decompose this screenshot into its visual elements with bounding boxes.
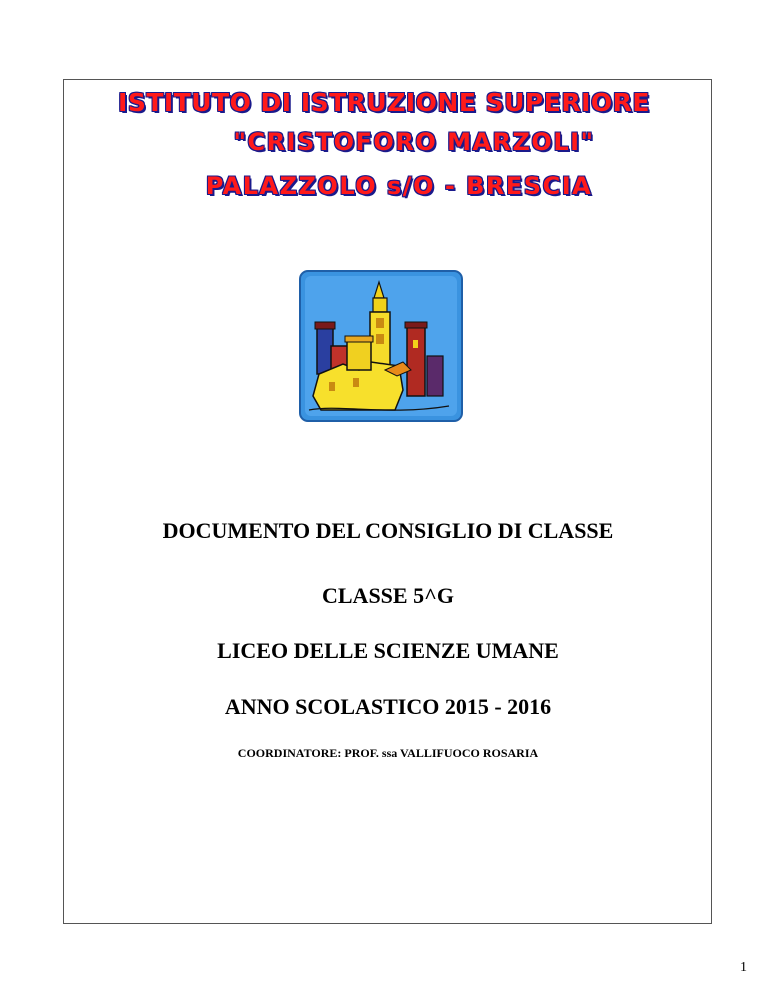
town-towers-logo-icon xyxy=(299,270,463,422)
coordinator-label: COORDINATORE: PROF. ssa VALLIFUOCO ROSARIA xyxy=(237,746,539,760)
course-label: LICEO DELLE SCIENZE UMANE xyxy=(217,638,559,663)
school-location-heading: PALAZZOLO s/O - BRESCIA xyxy=(205,172,593,200)
page-border xyxy=(63,79,712,924)
school-type-heading: ISTITUTO DI ISTRUZIONE SUPERIORE xyxy=(118,88,650,117)
school-year-label: ANNO SCOLASTICO 2015 - 2016 xyxy=(224,694,552,719)
document-title: DOCUMENTO DEL CONSIGLIO DI CLASSE xyxy=(162,518,614,543)
school-logo xyxy=(299,270,463,422)
school-name-heading: "CRISTOFORO MARZOLI" xyxy=(233,128,595,156)
page-number: 1 xyxy=(740,960,747,975)
class-label: CLASSE 5^G xyxy=(322,583,454,608)
